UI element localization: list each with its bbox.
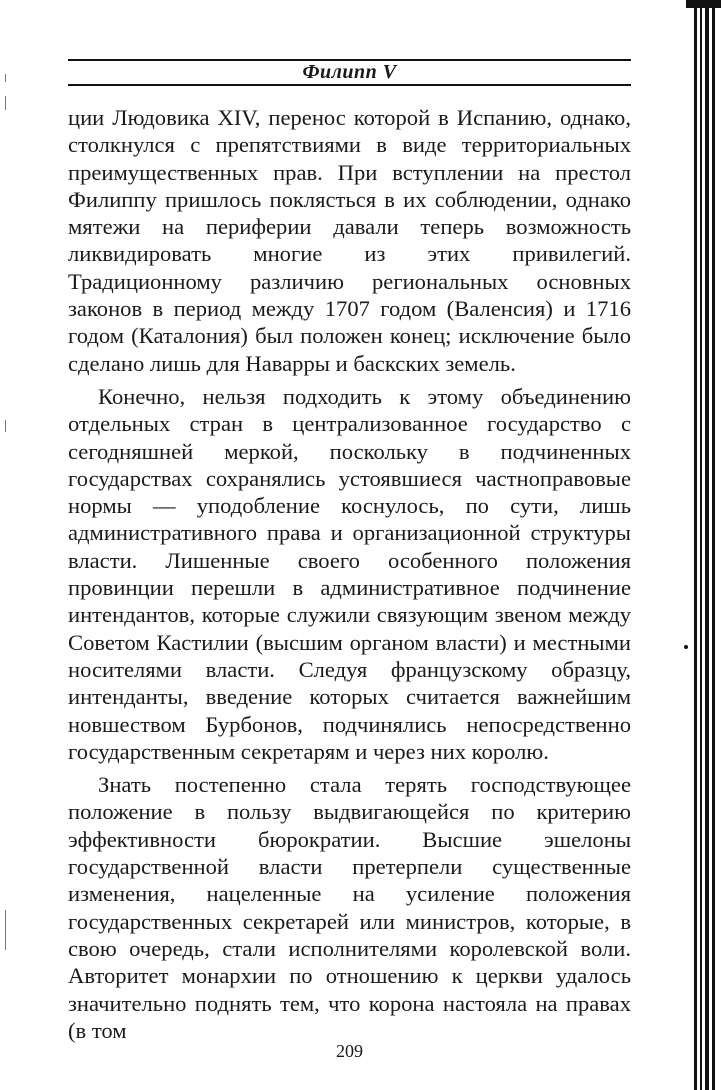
scan-edge-stripe (705, 0, 709, 1090)
scan-edge-stripe (700, 0, 702, 1090)
paragraph: Знать постепенно стала терять господствующее положение в пользу выдвигающейся по критерию эффективности бюрократии. Высшие эшелоны государственной власти претерпели существенные изменения, нацеленные на усиление положения государственных секретарей или министров, которые, в свою очередь, стали исполнителями королевской воли. Авторитет монархии по отношению к церкви удалось значительно поднять тем, что корона настояла на правах (в том (68, 772, 631, 1043)
scan-margin-mark (5, 74, 6, 82)
paragraph: Конечно, нельзя подходить к этому объединению отдельных стран в централизованное государство с сегодняшней меркой, поскольку в подчиненных государствах сохранялись устоявшиеся частноправовые нормы — уподобление коснулось, по сути, лишь административного права и организационной структуры власти. Лишенные своего особенного положения провинции перешли в административное подчинение интендантов, которые служили связующим звеном между Советом Кастилии (высшим органом власти) и местными носителями власти. Следуя французскому образцу, интенданты, введение которых считается важнейшим новшеством Бурбонов, подчинялись непосредственно государственным секретарям и через них королю. (68, 383, 631, 764)
scan-margin-mark (5, 420, 6, 432)
paragraph: ции Людовика XIV, перенос которой в Испанию, однако, столкнулся с препятствиями в виде территориальных преимущественных прав. При вступлении на престол Филиппу пришлось поклясться в их соблюдении, однако мятежи на периферии давали теперь возможность ликвидировать многие из этих привилегий. Традиционному различию региональных основных законов в период между 1707 годом (Валенсия) и 1716 годом (Каталония) был положен конец; исключение было сделано лишь для Наварры и баскских земель. (68, 105, 631, 376)
scan-edge-stripe (694, 0, 697, 1090)
body-text (68, 104, 631, 1044)
scan-margin-mark (5, 96, 6, 110)
scan-speck (684, 645, 688, 649)
running-title: Филипп V (302, 61, 397, 83)
header-rule-bottom (68, 84, 631, 86)
scan-edge-stripe (712, 0, 715, 1090)
scan-edge-top (686, 0, 721, 8)
page-number: 209 (336, 1041, 363, 1061)
scan-margin-mark (5, 910, 6, 950)
